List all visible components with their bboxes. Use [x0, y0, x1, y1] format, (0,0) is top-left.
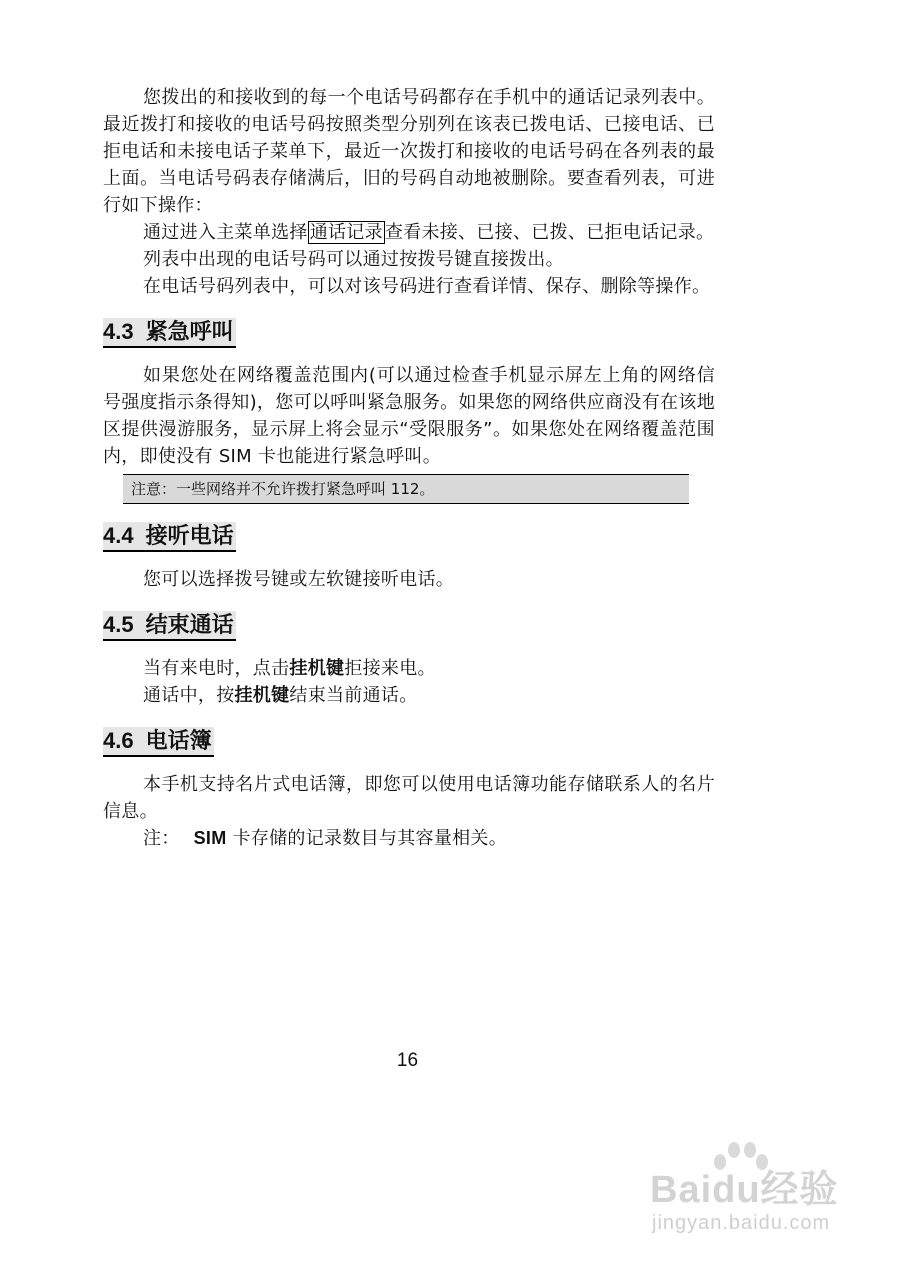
watermark-logo: Baidu经验	[650, 1169, 839, 1211]
watermark-url: jingyan.baidu.com	[652, 1212, 831, 1234]
paragraph-list-actions: 在电话号码列表中，可以对该号码进行查看详情、保存、删除等操作。	[143, 276, 711, 297]
paragraph-emergency-call: 如果您处在网络覆盖范围内(可以通过检查手机显示屏左上角的网络信号强度指示条得知)，您可以呼叫紧急服务。如果您的网络供应商没有在该地区提供漫游服务，显示屏上将会显示“受限服务”。如果您处在网络覆盖范围内，即使没有 SIM 卡也能进行紧急呼叫。	[103, 365, 715, 467]
section-title: 紧急呼叫	[145, 319, 234, 344]
text-run: 当有来电时，点击	[143, 658, 290, 679]
menu-path-prefix: 通过进入主菜单选择	[143, 222, 308, 243]
paragraph-answer-call: 您可以选择拨号键或左软键接听电话。	[143, 569, 455, 590]
text-run: 通话中，按	[143, 685, 235, 706]
section-number: 4.5	[103, 612, 134, 637]
section-number: 4.4	[103, 523, 134, 548]
text-run: 卡存储的记录数目与其容量相关。	[232, 828, 508, 849]
section-number: 4.3	[103, 319, 134, 344]
baidu-watermark	[640, 1140, 870, 1240]
sim-label: SIM	[193, 828, 227, 848]
paragraph-call-log-intro: 您拨出的和接收到的每一个电话号码都存在手机中的通话记录列表中。最近拨打和接收的电话号码按照类型分别列在该表已拨电话、已接电话、已拒电话和未接电话子菜单下，最近一次拨打和接收的电话号码在各列表的最上面。当电话号码表存储满后，旧的号码自动地被删除。要查看列表，可进行如下操作：	[103, 87, 715, 216]
section-heading-4-6	[103, 727, 715, 757]
paragraph-end-call	[103, 682, 715, 709]
paragraph-menu-path	[103, 219, 715, 246]
text-run: 结束当前通话。	[289, 685, 418, 706]
page-number: 16	[396, 1050, 419, 1071]
text-run: 注：	[143, 828, 180, 849]
note-emergency-112: 注意：一些网络并不允许拨打紧急呼叫 112。	[123, 474, 689, 504]
menu-item-call-log: 通话记录	[309, 222, 383, 243]
section-title: 结束通话	[145, 612, 234, 637]
end-key-label: 挂机键	[234, 685, 290, 706]
text-run: 拒接来电。	[344, 658, 436, 679]
paragraph-dial-from-list: 列表中出现的电话号码可以通过按拨号键直接拨出。	[143, 249, 564, 270]
end-key-label: 挂机键	[289, 658, 345, 679]
section-title: 接听电话	[145, 523, 234, 548]
document-body	[103, 84, 715, 852]
menu-path-suffix: 查看未接、已接、已拨、已拒电话记录。	[384, 222, 715, 243]
paragraph-phonebook: 本手机支持名片式电话簿，即您可以使用电话簿功能存储联系人的名片信息。	[103, 774, 715, 822]
section-heading-4-5	[103, 611, 715, 641]
paragraph-reject-call	[103, 655, 715, 682]
section-title: 电话簿	[145, 728, 212, 753]
note-sim-capacity	[103, 825, 715, 852]
section-number: 4.6	[103, 728, 134, 753]
section-heading-4-4	[103, 522, 715, 552]
section-heading-4-3	[103, 318, 715, 348]
